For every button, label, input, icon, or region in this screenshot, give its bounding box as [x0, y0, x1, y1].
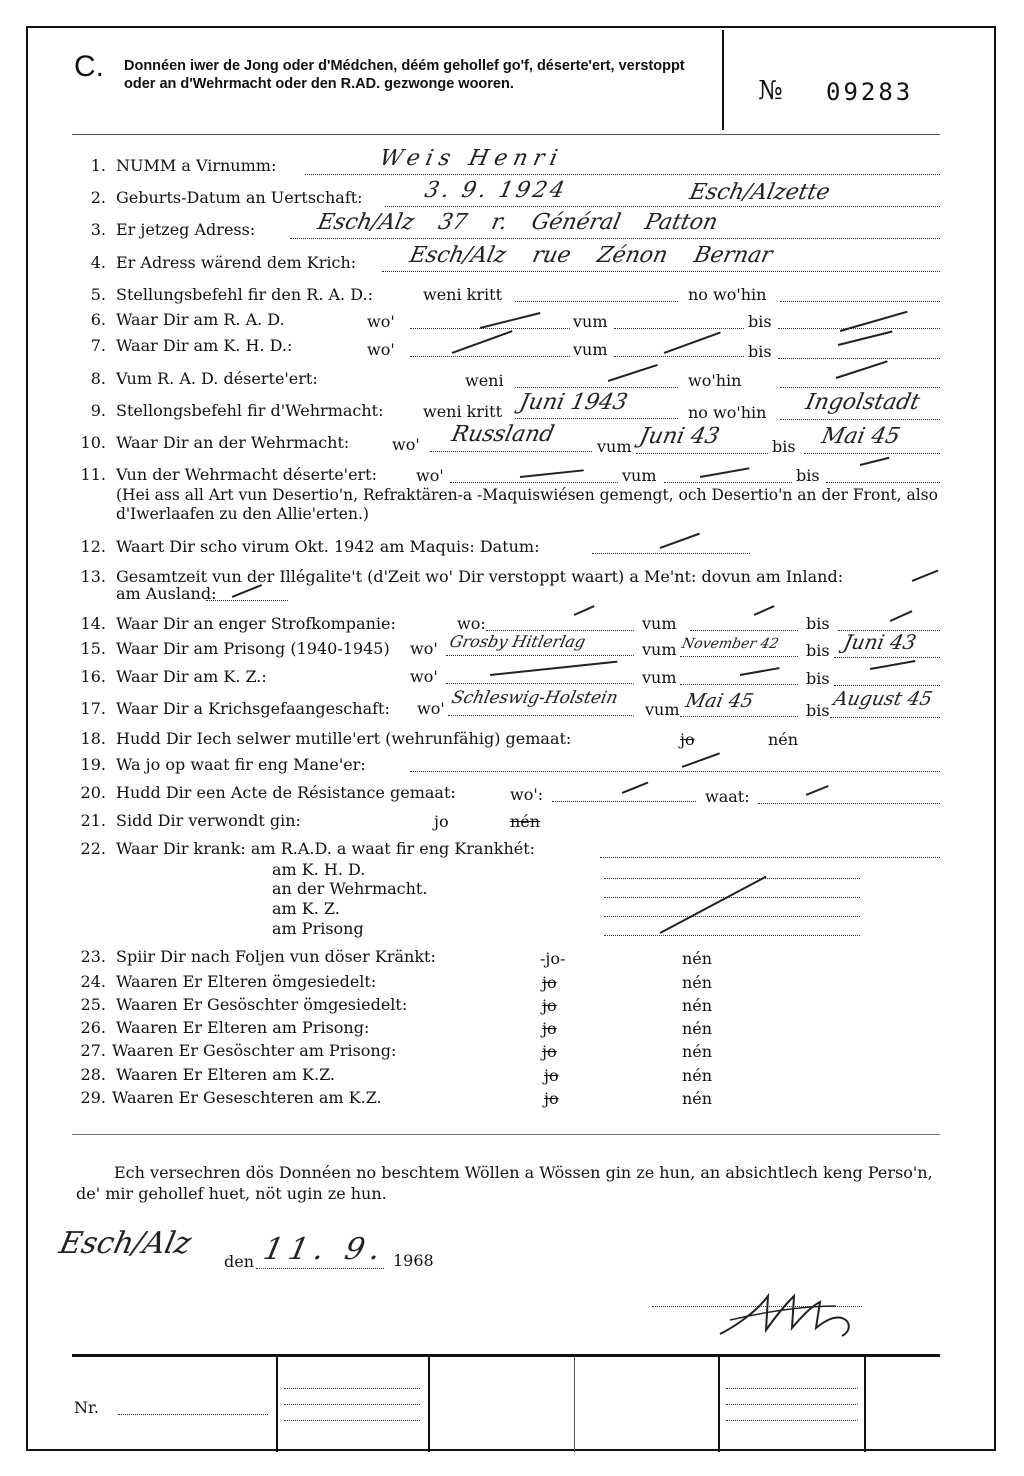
signing-place: Esch/Alz	[56, 1226, 195, 1261]
footer-divider	[864, 1356, 866, 1452]
row-number: 14.	[80, 614, 106, 633]
answer-line	[382, 271, 940, 272]
row-number: 21.	[80, 811, 106, 830]
vum-label: vum	[573, 312, 608, 331]
vum-label: vum	[645, 700, 680, 719]
answer-line	[446, 683, 634, 684]
answer-prison-where: Grosby Hitlerlag	[447, 632, 588, 651]
row-number: 22.	[80, 839, 106, 858]
answer-line	[515, 387, 678, 388]
answer-line	[206, 600, 288, 601]
nen-option: nén	[682, 996, 713, 1015]
answer-line	[410, 328, 570, 329]
answer-war-address: Esch/Alz rue Zénon Bernar	[407, 243, 775, 268]
answer-line	[778, 328, 940, 329]
bis-label: bis	[748, 342, 772, 361]
answer-line	[780, 301, 940, 302]
footer-nr-line	[118, 1414, 268, 1415]
wo-label: wo'	[392, 435, 420, 454]
answer-line	[486, 630, 634, 631]
vum-label: vum	[622, 466, 657, 485]
section-letter: C.	[74, 50, 104, 83]
bis-label: bis	[796, 466, 820, 485]
answer-name: Weis Henri	[377, 146, 566, 171]
jo-option: jo	[542, 996, 557, 1015]
sick-sub-item: am K. Z.	[272, 899, 340, 918]
answer-line	[604, 897, 860, 898]
row-number: 8.	[90, 369, 106, 388]
answer-line	[780, 387, 940, 388]
bis-label: bis	[806, 701, 830, 720]
answer-line	[290, 238, 940, 239]
row-label: Sidd Dir verwondt gin:	[116, 811, 301, 830]
form-title: Donnéen iwer de Jong oder d'Médchen, déém gehollef go'f, déserte'ert, verstoppt oder an d'Wehrmacht oder den R.AD. gezwonge wooren.	[124, 58, 685, 92]
nen-option: nén	[682, 1089, 713, 1108]
row-number: 10.	[80, 433, 106, 452]
row-label: NUMM a Virnumm:	[116, 156, 277, 175]
row-number: 4.	[90, 253, 106, 272]
answer-line	[758, 803, 940, 804]
row-number: 6.	[90, 310, 106, 329]
row-number: 1.	[90, 156, 106, 175]
row-label: Waar Dir am K. Z.:	[116, 667, 267, 686]
answer-wehrmacht-where: Russland	[449, 422, 557, 447]
row-number: 24.	[80, 972, 106, 991]
row-label: Vum R. A. D. déserte'ert:	[116, 369, 318, 388]
footer-line	[726, 1420, 858, 1421]
jo-option: jo	[544, 1089, 559, 1108]
nen-option: nén	[768, 730, 799, 749]
row-label: Vun der Wehrmacht déserte'ert:	[116, 465, 377, 484]
bis-label: bis	[806, 669, 830, 688]
row-number: 25.	[80, 995, 106, 1014]
answer-line	[515, 301, 678, 302]
row-label: Waaren Er Gesöschter ömgesiedelt:	[116, 995, 408, 1014]
row-number: 29.	[80, 1088, 106, 1107]
row-label: Waar Dir am K. H. D.:	[116, 336, 293, 355]
wo-label: wo'	[367, 312, 395, 331]
answer-line	[826, 482, 940, 483]
answer-line	[410, 771, 940, 772]
answer-line	[256, 1268, 384, 1269]
nen-option: nén	[682, 973, 713, 992]
footer-rule	[72, 1354, 940, 1357]
header-divider	[722, 30, 724, 130]
row-label: Waart Dir scho virum Okt. 1942 am Maquis: Datum:	[116, 537, 540, 556]
wohin-label: no wo'hin	[688, 285, 767, 304]
answer-line	[664, 482, 792, 483]
answer-captivity-until: August 45	[831, 688, 935, 710]
signing-year: 1968	[393, 1251, 434, 1270]
answer-order-place: Ingolstadt	[803, 390, 923, 415]
bis-label: bis	[806, 641, 830, 660]
answer-line	[515, 418, 678, 419]
answer-line	[834, 657, 940, 658]
wo-label: wo'	[410, 667, 438, 686]
sick-sub-item: am Prisong	[272, 919, 364, 938]
jo-option: jo	[680, 730, 695, 749]
row-number: 12.	[80, 537, 106, 556]
row-label: Waaren Er Elteren am K.Z.	[116, 1065, 336, 1084]
row-number: 13.	[80, 567, 106, 586]
row-note: (Hei ass all Art vun Desertio'n, Refraktären-a -Maquiswiésen gemengt, och Desertio'n an der Front, also d'Iwerlaafen zu den Allie'erten.)	[116, 486, 938, 523]
footer-line	[284, 1404, 420, 1405]
footer-divider	[428, 1356, 430, 1452]
row-number: 16.	[80, 667, 106, 686]
answer-line	[834, 685, 940, 686]
answer-prison-from: November 42	[680, 636, 781, 652]
jo-option: jo	[542, 1019, 557, 1038]
signing-date: 11. 9.	[260, 1232, 390, 1267]
row-label: Waar Dir am R. A. D.	[116, 310, 285, 329]
wo-label: wo':	[510, 785, 544, 804]
answer-captivity-where: Schleswig-Holstein	[449, 688, 620, 708]
form-number: 09283	[826, 78, 914, 106]
declaration-text: Ech versechren dös Donnéen no beschtem Wöllen a Wössen gin ze hun, an absichtlech keng Perso'n, de' mir gehollef huet, nöt ugin ze hun.	[76, 1163, 933, 1203]
row-number: 28.	[80, 1065, 106, 1084]
nen-option: nén	[682, 1019, 713, 1038]
footer-nr-label: Nr.	[74, 1398, 99, 1417]
answer-line	[410, 356, 570, 357]
den-label: den	[224, 1252, 255, 1271]
answer-line	[680, 656, 798, 657]
answer-wehrmacht-from: Juni 43	[637, 424, 722, 449]
answer-captivity-from: Mai 45	[683, 690, 756, 712]
row-label: Hudd Dir Iech selwer mutille'ert (wehrunfähig) gemaat:	[116, 729, 572, 748]
answer-line	[430, 451, 592, 452]
row-label: Waar Dir am Prisong (1940-1945)	[116, 639, 390, 658]
row-label: Waaren Er Elteren ömgesiedelt:	[116, 972, 377, 991]
row-label: Waar Dir krank: am R.A.D. a waat fir eng Krankhét:	[116, 839, 536, 858]
answer-order-date: Juni 1943	[517, 390, 630, 415]
answer-line	[600, 857, 940, 858]
answer-line	[305, 174, 940, 175]
number-symbol: №	[758, 76, 783, 106]
wo-label: wo'	[367, 340, 395, 359]
row-number: 17.	[80, 699, 106, 718]
answer-line	[450, 482, 618, 483]
footer-line	[284, 1420, 420, 1421]
row-number: 5.	[90, 285, 106, 304]
vum-label: vum	[642, 614, 677, 633]
wohin-label: no wo'hin	[688, 403, 767, 422]
row-label: Waar Dir an der Wehrmacht:	[116, 433, 350, 452]
row-label: Waaren Er Gesöschter am Prisong:	[112, 1041, 397, 1060]
section-rule	[72, 1134, 940, 1135]
answer-line	[592, 553, 750, 554]
row-label: Waaren Er Elteren am Prisong:	[116, 1018, 370, 1037]
answer-line	[830, 717, 940, 718]
bis-label: bis	[806, 614, 830, 633]
sick-sub-item: an der Wehrmacht.	[272, 879, 428, 898]
row-number: 3.	[90, 220, 106, 239]
row-label: Waar Dir an enger Strofkompanie:	[116, 614, 396, 633]
weni-label: weni	[465, 371, 504, 390]
footer-line	[726, 1388, 858, 1389]
jo-option: -jo-	[540, 949, 566, 968]
row-number: 19.	[80, 755, 106, 774]
nen-option: nén	[682, 1042, 713, 1061]
row-label: Gesamtzeit vun der Illégalite't (d'Zeit wo' Dir verstoppt waart) a Me'nt: dovun am Inland:	[116, 567, 844, 586]
signature-scribble	[716, 1290, 866, 1340]
row-label: Er Adress wärend dem Krich:	[116, 253, 357, 272]
nen-option: nén	[682, 1066, 713, 1085]
weni-label: weni kritt	[423, 285, 502, 304]
sick-sub-item: am K. H. D.	[272, 860, 366, 879]
weni-label: weni kritt	[423, 402, 502, 421]
vum-label: vum	[642, 640, 677, 659]
row-number: 11.	[80, 465, 106, 484]
vum-label: vum	[642, 668, 677, 687]
row-number: 20.	[80, 783, 106, 802]
answer-birth-date: 3. 9. 1924	[422, 178, 570, 203]
answer-line	[448, 715, 634, 716]
answer-line	[680, 716, 798, 717]
footer-divider	[276, 1356, 278, 1452]
answer-line	[778, 358, 940, 359]
jo-option: jo	[542, 973, 557, 992]
row-number: 2.	[90, 188, 106, 207]
bis-label: bis	[772, 437, 796, 456]
answer-birth-place: Esch/Alzette	[687, 180, 833, 205]
row-label: Waar Dir a Krichsgefaangeschaft:	[116, 699, 390, 718]
footer-divider	[574, 1356, 575, 1452]
answer-line	[614, 328, 744, 329]
row-number: 23.	[80, 947, 106, 966]
row-label: Geburts-Datum an Uertschaft:	[116, 188, 363, 207]
header-rule	[72, 134, 940, 135]
row-number: 27.	[80, 1041, 106, 1060]
row-number: 15.	[80, 639, 106, 658]
answer-line	[604, 916, 860, 917]
nen-option: nén	[510, 812, 541, 831]
jo-option: jo	[544, 1066, 559, 1085]
answer-line	[804, 453, 940, 454]
row-label: Stellongsbefehl fir d'Wehrmacht:	[116, 401, 384, 420]
row-number: 9.	[90, 401, 106, 420]
answer-line	[604, 935, 860, 936]
row-label: Waaren Er Geseschteren am K.Z.	[112, 1088, 382, 1107]
footer-line	[284, 1388, 420, 1389]
row-number: 26.	[80, 1018, 106, 1037]
answer-line	[385, 206, 940, 207]
row-label: Er jetzeg Adress:	[116, 220, 256, 239]
jo-option: jo	[434, 812, 449, 831]
nen-option: nén	[682, 949, 713, 968]
wo-label: wo'	[410, 639, 438, 658]
answer-line	[690, 630, 798, 631]
footer-divider	[718, 1356, 720, 1452]
bis-label: bis	[748, 312, 772, 331]
wo-label: wo:	[457, 614, 486, 633]
waat-label: waat:	[705, 787, 750, 806]
answer-line	[614, 356, 744, 357]
wo-label: wo'	[416, 466, 444, 485]
answer-prison-until: Juni 43	[841, 630, 919, 654]
answer-line	[604, 878, 860, 879]
row-label: Spiir Dir nach Foljen vun döser Kränkt:	[116, 947, 436, 966]
jo-option: jo	[542, 1042, 557, 1061]
vum-label: vum	[597, 437, 632, 456]
vum-label: vum	[573, 340, 608, 359]
row-label-abroad: am Ausland:	[116, 584, 217, 603]
row-label: Wa jo op waat fir eng Mane'er:	[116, 755, 366, 774]
footer-line	[726, 1404, 858, 1405]
answer-line	[446, 655, 634, 656]
row-number: 7.	[90, 336, 106, 355]
answer-line	[636, 453, 768, 454]
answer-line	[780, 419, 940, 420]
wohin-label: wo'hin	[688, 371, 742, 390]
row-label: Stellungsbefehl fir den R. A. D.:	[116, 285, 373, 304]
answer-line	[680, 684, 798, 685]
row-label: Hudd Dir een Acte de Résistance gemaat:	[116, 783, 456, 802]
answer-wehrmacht-until: Mai 45	[819, 424, 903, 449]
wo-label: wo'	[417, 699, 445, 718]
answer-line	[552, 801, 696, 802]
answer-current-address: Esch/Alz 37 r. Général Patton	[315, 210, 720, 235]
row-number: 18.	[80, 729, 106, 748]
